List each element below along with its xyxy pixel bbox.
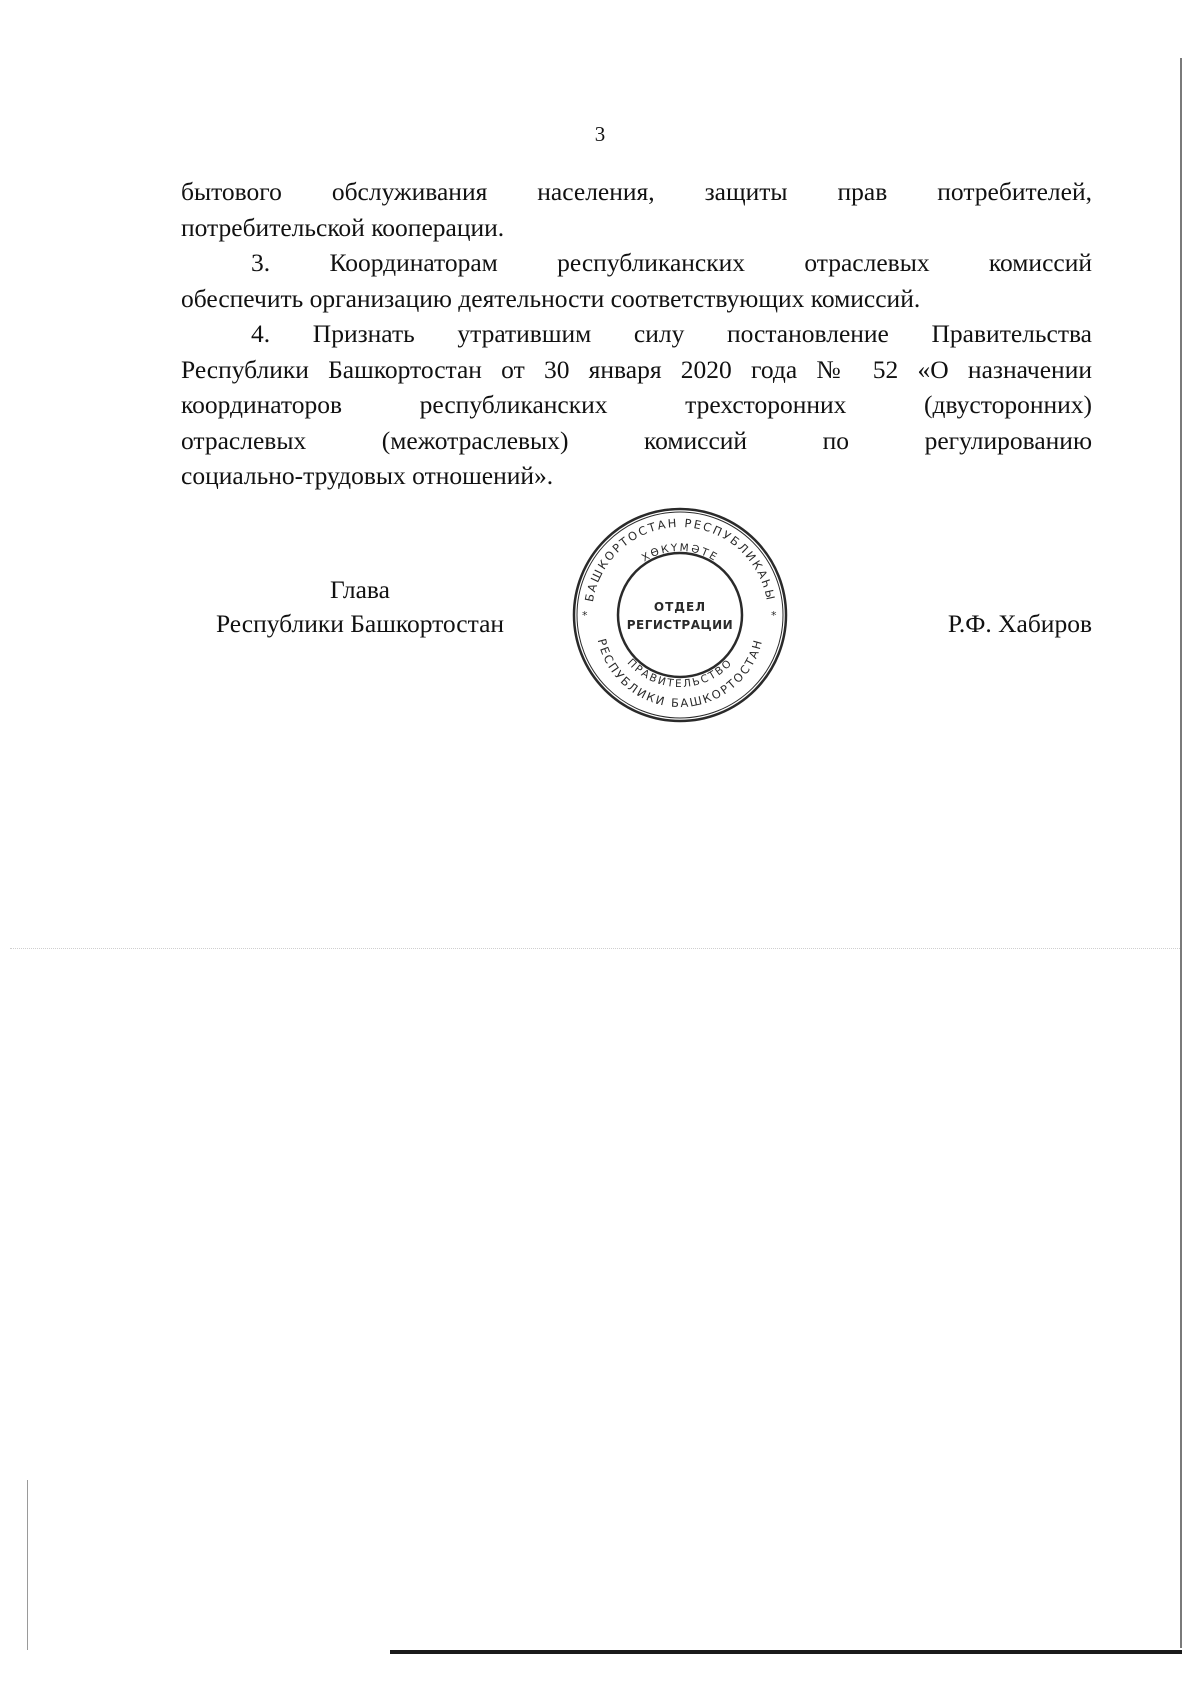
seal-center-line2: РЕГИСТРАЦИИ bbox=[626, 618, 734, 632]
scan-edge-right bbox=[1180, 58, 1182, 1648]
official-seal bbox=[570, 505, 790, 725]
paragraph-item-3 bbox=[181, 245, 1092, 316]
text-line: потребительской кооперации. bbox=[181, 212, 505, 242]
seal-inner-bottom-text: ПРАВИТЕЛЬСТВО bbox=[624, 656, 736, 691]
scan-noise-line bbox=[10, 948, 1180, 949]
seal-outer-top-text: БАШКОРТОСТАН РЕСПУБЛИКАҺЫ bbox=[581, 515, 779, 604]
text-line: отраслевых (межотраслевых) комиссий по регулированию bbox=[181, 425, 1092, 455]
signatory-title-line2: Республики Башкортостан bbox=[215, 609, 505, 638]
scan-edge-left bbox=[27, 1480, 28, 1650]
text-line: бытового обслуживания населения, защиты прав потребителей, bbox=[181, 177, 1092, 206]
seal-inner-top-text: ХӨКҮМӘТЕ bbox=[639, 541, 721, 565]
document-body bbox=[181, 174, 1092, 494]
seal-inner-ring bbox=[618, 553, 742, 677]
signatory-title-line1: Глава bbox=[330, 575, 390, 604]
seal-center-line1: ОТДЕЛ bbox=[653, 600, 707, 614]
text-line: 4. Признать утратившим силу постановление Правительства bbox=[251, 319, 1092, 348]
text-line: обеспечить организацию деятельности соответствующих комиссий. bbox=[181, 283, 921, 313]
seal-star-right: * bbox=[771, 609, 779, 622]
paragraph-continuation bbox=[181, 174, 1092, 245]
signatory-title bbox=[180, 573, 540, 641]
signatory-name: Р.Ф. Хабиров bbox=[947, 609, 1092, 638]
text-line: координаторов республиканских трехсторонних (двусторонних) bbox=[181, 390, 1092, 419]
text-line: социально-трудовых отношений». bbox=[181, 461, 554, 490]
paragraph-item-4 bbox=[181, 316, 1092, 494]
text-line: Республики Башкортостан от 30 января 2020 года № 52 «О назначении bbox=[181, 354, 1092, 384]
seal-outer-bottom-text: РЕСПУБЛИКИ БАШКОРТОСТАН bbox=[594, 636, 766, 711]
scan-edge-bottom bbox=[390, 1650, 1182, 1654]
page-number: 3 bbox=[594, 122, 606, 146]
seal-star-left: * bbox=[582, 609, 590, 622]
text-line: 3. Координаторам республиканских отраслевых комиссий bbox=[251, 248, 1092, 277]
